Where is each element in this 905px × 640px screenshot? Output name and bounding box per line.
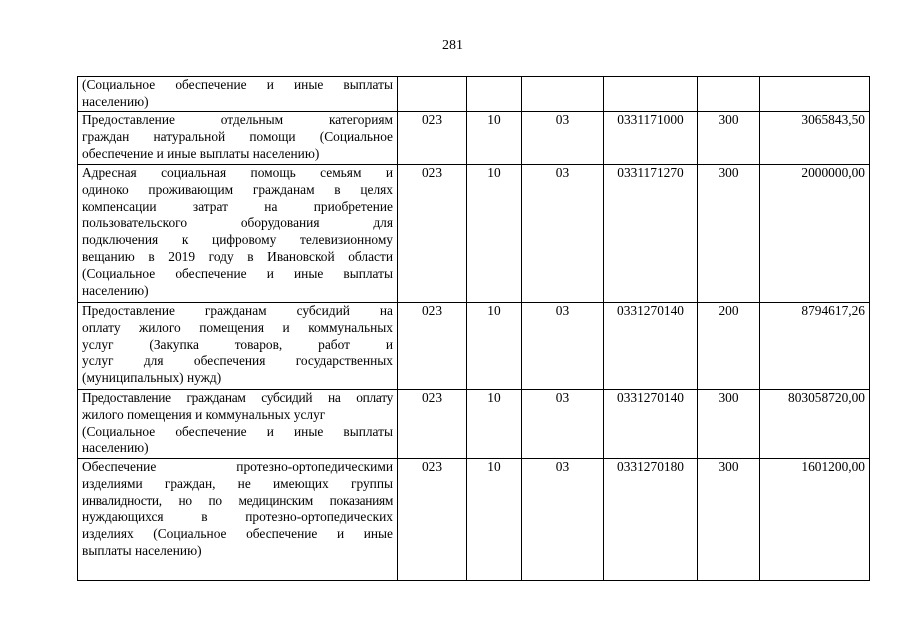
desc-line: Обеспечение протезно-ортопедическими (82, 459, 393, 474)
table-row (78, 459, 870, 581)
desc-line: услуг (Закупка товаров, работ и (82, 336, 393, 352)
desc-line: одиноко проживающим гражданам в целях (82, 181, 393, 197)
desc-line: (муниципальных) нужд) (82, 370, 222, 386)
cell-section (467, 77, 522, 112)
desc-line: Адресная социальная помощь семьям и (82, 165, 393, 180)
row-description (78, 165, 398, 303)
desc-line: Предоставление отдельным категориям (82, 112, 393, 127)
cell-section: 10 (467, 459, 522, 581)
cell-target-article: 0331171270 (604, 165, 698, 303)
row-description (78, 459, 398, 581)
page-number: 281 (442, 38, 463, 53)
cell-amount: 2000000,00 (760, 165, 870, 303)
desc-line: изделиях (Социальное обеспечение и иные (82, 526, 393, 542)
cell-expense-type (698, 77, 760, 112)
cell-section: 10 (467, 112, 522, 165)
cell-ministry-code: 023 (398, 303, 467, 390)
cell-subsection: 03 (522, 390, 604, 459)
desc-line: изделиями граждан, не имеющих группы (82, 475, 393, 491)
cell-expense-type: 200 (698, 303, 760, 390)
cell-section: 10 (467, 303, 522, 390)
desc-line: населению) (82, 93, 149, 109)
cell-ministry-code: 023 (398, 112, 467, 165)
desc-line: Предоставление гражданам субсидий на (82, 303, 393, 318)
desc-line: (Социальное обеспечение и иные выплаты (82, 265, 393, 281)
desc-line: услуг для обеспечения государственных (82, 353, 393, 369)
row-description (78, 303, 398, 390)
cell-subsection: 03 (522, 165, 604, 303)
cell-section: 10 (467, 390, 522, 459)
desc-line: пользовательского оборудования для (82, 215, 393, 231)
cell-subsection: 03 (522, 459, 604, 581)
cell-ministry-code: 023 (398, 390, 467, 459)
desc-line: Предоставление гражданам субсидий на оплату (82, 390, 393, 405)
cell-ministry-code (398, 77, 467, 112)
desc-line: выплаты населению) (82, 542, 202, 558)
desc-line: (Социальное обеспечение и иные выплаты (82, 423, 393, 439)
cell-amount: 1601200,00 (760, 459, 870, 581)
table-row (78, 303, 870, 390)
desc-line: населению) (82, 440, 149, 456)
desc-line: компенсации затрат на приобретение (82, 198, 393, 214)
cell-subsection: 03 (522, 303, 604, 390)
cell-target-article: 0331270180 (604, 459, 698, 581)
desc-line: нуждающихся в протезно-ортопедических (82, 509, 393, 525)
cell-expense-type: 300 (698, 390, 760, 459)
table-row (78, 165, 870, 303)
cell-ministry-code: 023 (398, 459, 467, 581)
desc-line: обеспечение и иные выплаты населению) (82, 145, 320, 161)
desc-line: вещанию в 2019 году в Ивановской области (82, 248, 393, 264)
table-row (78, 112, 870, 165)
cell-amount: 8794617,26 (760, 303, 870, 390)
cell-target-article: 0331171000 (604, 112, 698, 165)
desc-line: жилого помещения и коммунальных услуг (82, 406, 326, 422)
cell-target-article: 0331270140 (604, 303, 698, 390)
table-row (78, 390, 870, 459)
cell-section: 10 (467, 165, 522, 303)
cell-amount (760, 77, 870, 112)
cell-expense-type: 300 (698, 165, 760, 303)
desc-line: населению) (82, 282, 149, 298)
row-description (78, 390, 398, 459)
row-description (78, 77, 398, 112)
cell-amount: 3065843,50 (760, 112, 870, 165)
budget-table (77, 76, 870, 581)
desc-line: граждан натуральной помощи (Социальное (82, 128, 393, 144)
cell-subsection (522, 77, 604, 112)
cell-subsection: 03 (522, 112, 604, 165)
cell-expense-type: 300 (698, 459, 760, 581)
desc-line: (Социальное обеспечение и иные выплаты (82, 77, 393, 92)
cell-expense-type: 300 (698, 112, 760, 165)
cell-ministry-code: 023 (398, 165, 467, 303)
desc-line: подключения к цифровому телевизионному (82, 232, 393, 248)
desc-line: оплату жилого помещения и коммунальных (82, 319, 393, 335)
cell-target-article (604, 77, 698, 112)
row-description (78, 112, 398, 165)
desc-line: инвалидности, но по медицинским показаниям (82, 492, 393, 508)
cell-amount: 803058720,00 (760, 390, 870, 459)
cell-target-article: 0331270140 (604, 390, 698, 459)
table-row (78, 77, 870, 112)
